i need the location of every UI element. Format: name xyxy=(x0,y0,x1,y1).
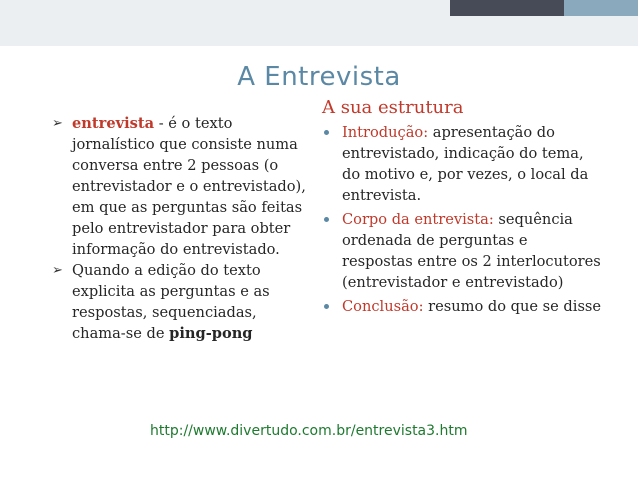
keyword-entrevista: entrevista xyxy=(72,115,155,132)
dot-icon xyxy=(324,130,329,135)
structure-item-corpo xyxy=(322,209,602,293)
arrow-right-icon: ➢ xyxy=(52,263,63,278)
structure-item-text: resumo do que se disse xyxy=(423,298,602,315)
structure-item-introducao xyxy=(322,122,602,206)
slide-title: A Entrevista xyxy=(237,62,401,92)
header-tab-dark xyxy=(450,0,564,16)
header-tab-accent xyxy=(564,0,638,16)
bullet-ping-pong-text: Quando a edição do texto explicita as perguntas e as respostas, sequenciadas, chama-se de xyxy=(72,262,270,342)
right-column xyxy=(322,97,602,320)
structure-item-text: apresentação do entrevistado, indicação do tema, do motivo e, por vezes, o local da entrevista. xyxy=(342,124,589,204)
left-column xyxy=(52,113,310,344)
dot-icon xyxy=(324,217,329,222)
structure-item-text: sequência ordenada de perguntas e respostas entre os 2 interlocutores (entrevistador e entrevistado) xyxy=(342,211,601,291)
dot-icon xyxy=(324,304,329,309)
arrow-right-icon: ➢ xyxy=(52,116,63,131)
structure-item-conclusao xyxy=(322,296,602,317)
bullet-entrevista-text: - é o texto jornalístico que consiste numa conversa entre 2 pessoas (o entrevistador e o entrevistado), em que as perguntas são feitas pelo entrevistador para obter informação do entrevistado. xyxy=(72,115,306,258)
source-link[interactable]: http://www.divertudo.com.br/entrevista3.htm xyxy=(150,423,468,439)
structure-item-lead: Introdução: xyxy=(342,124,429,141)
bullet-ping-pong xyxy=(52,260,310,344)
structure-item-lead: Corpo da entrevista: xyxy=(342,211,494,228)
structure-item-lead: Conclusão: xyxy=(342,298,424,315)
structure-heading: A sua estrutura xyxy=(322,97,464,118)
bullet-entrevista xyxy=(52,113,310,260)
keyword-ping-pong: ping-pong xyxy=(169,325,253,342)
